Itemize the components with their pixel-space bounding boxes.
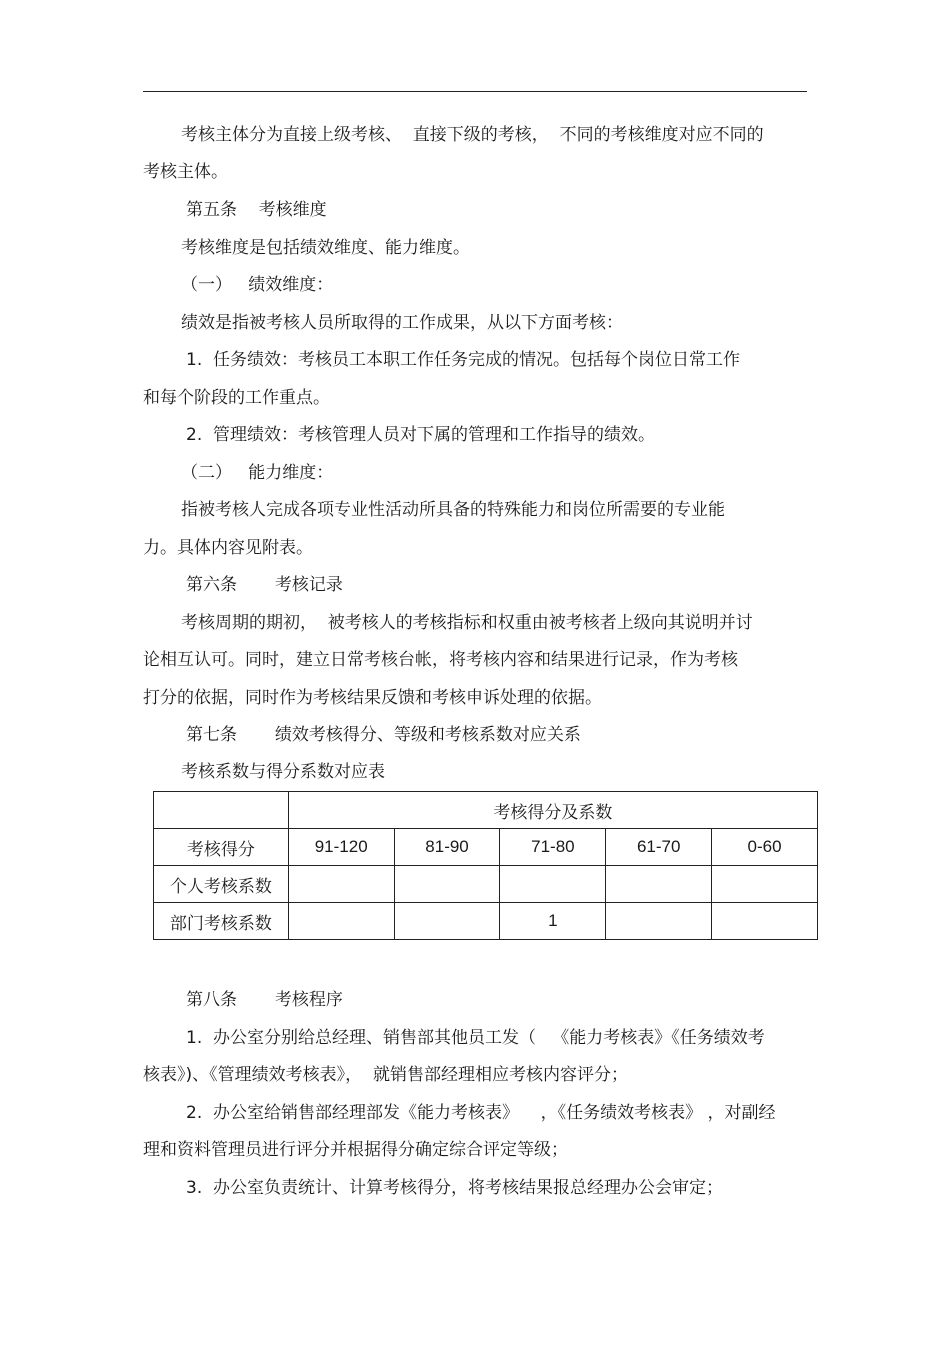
list-item: 3. 办公室负责统计、计算考核得分，将考核结果报总经理办公会审定； [186,1178,724,1198]
text-line: 力。具体内容见附表。 [143,538,313,558]
score-range-cell: 81-90 [394,829,500,866]
list-item: 2. 管理绩效：考核管理人员对下属的管理和工作指导的绩效。 [186,425,656,445]
table-corner-cell [154,792,289,829]
score-range-cell: 71-80 [500,829,606,866]
header-rule [143,91,807,92]
list-item: 2. 办公室给销售部经理部发《能力考核表》 ，《任务绩效考核表》 ，对副经 [186,1103,776,1123]
table-cell [394,866,500,903]
text-line: 论相互认可。同时，建立日常考核台帐，将考核内容和结果进行记录，作为考核 [143,650,738,670]
text-line: 考核主体分为直接上级考核、 直接下级的考核， 不同的考核维度对应不同的 [181,125,764,145]
row-label-cell: 考核得分 [154,829,289,866]
text-line: 打分的依据，同时作为考核结果反馈和考核申诉处理的依据。 [143,688,602,708]
text-line: 指被考核人完成各项专业性活动所具备的特殊能力和岗位所需要的专业能 [181,500,725,520]
text-line: 考核周期的期初， 被考核人的考核指标和权重由被考核者上级向其说明并讨 [181,613,753,633]
table-row [154,903,818,940]
score-range-cell: 61-70 [606,829,712,866]
table-caption: 考核系数与得分系数对应表 [181,762,385,782]
table-row [154,829,818,866]
article-heading: 第八条 考核程序 [186,990,343,1010]
article-heading: 第六条 考核记录 [186,575,343,595]
table-cell [288,903,394,940]
text-line: 考核维度是包括绩效维度、能力维度。 [181,238,470,258]
table-cell: 1 [500,903,606,940]
text-line: 核表》)、《管理绩效考核表》， 就销售部经理相应考核内容评分； [143,1065,628,1085]
text-line: 和每个阶段的工作重点。 [143,388,330,408]
table-cell [606,903,712,940]
text-line: 理和资料管理员进行评分并根据得分确定综合评定等级； [143,1140,568,1160]
row-label-cell: 个人考核系数 [154,866,289,903]
table-row [154,792,818,829]
group-header-cell: 考核得分及系数 [288,792,817,829]
section-heading: （二） 能力维度： [181,463,334,483]
table-cell [500,866,606,903]
article-heading: 第七条 绩效考核得分、等级和考核系数对应关系 [186,725,581,745]
score-coefficient-table [153,791,818,940]
row-label-cell: 部门考核系数 [154,903,289,940]
table-row [154,866,818,903]
list-item: 1. 办公室分别给总经理、销售部其他员工发（ 《能力考核表》《任务绩效考 [186,1028,765,1048]
text-line: 绩效是指被考核人员所取得的工作成果，从以下方面考核： [181,313,623,333]
article-heading: 第五条 考核维度 [186,200,327,220]
section-heading: （一） 绩效维度： [181,275,334,295]
table-cell [606,866,712,903]
table-cell [712,866,818,903]
table-cell [288,866,394,903]
score-range-cell: 91-120 [288,829,394,866]
score-range-cell: 0-60 [712,829,818,866]
table-cell [394,903,500,940]
table-cell [712,903,818,940]
list-item: 1. 任务绩效：考核员工本职工作任务完成的情况。包括每个岗位日常工作 [186,350,741,370]
text-line: 考核主体。 [143,162,228,182]
